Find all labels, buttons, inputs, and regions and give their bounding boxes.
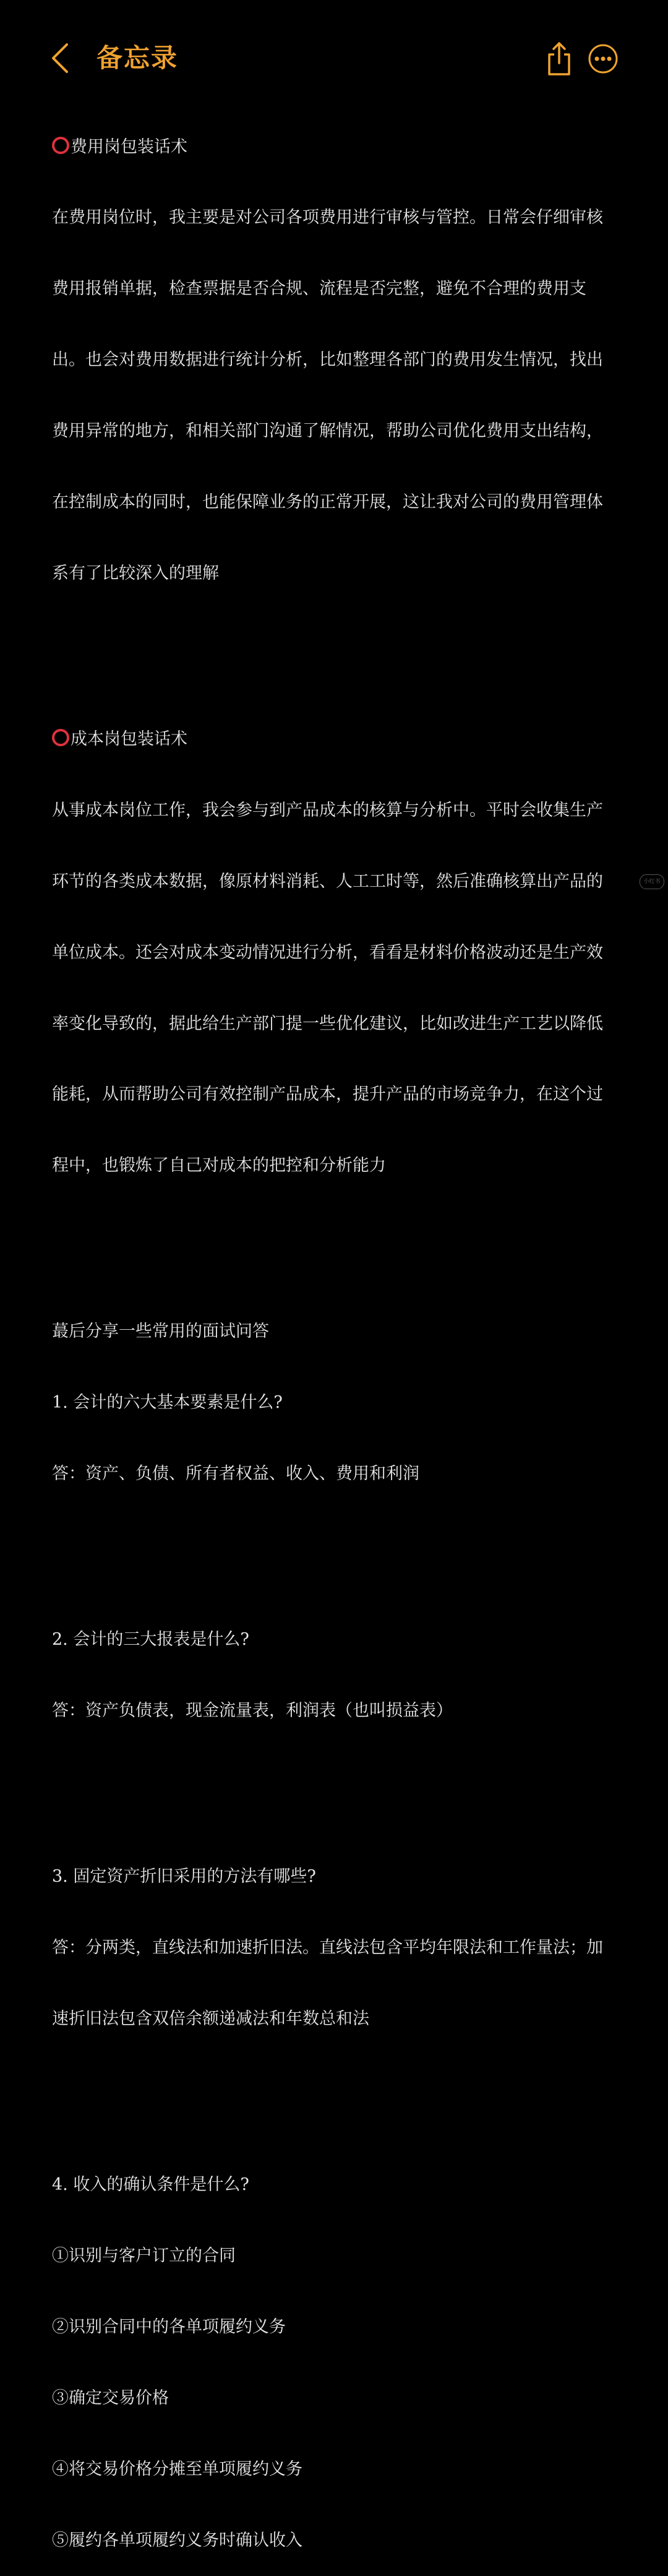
question-1: 1. 会计的六大基本要素是什么?	[52, 1393, 283, 1413]
paragraph-line: 环节的各类成本数据，像原材料消耗、人工工时等，然后准确核算出产品的	[52, 871, 603, 891]
watermark-badge: 小红书	[640, 874, 664, 889]
answer-3-line: 答：分两类，直线法和加速折旧法。直线法包含平均年限法和工作量法；加	[52, 1938, 603, 1958]
answer-4-item: ⑤履约各单项履约义务时确认收入	[52, 2530, 302, 2550]
question-3: 3. 固定资产折旧采用的方法有哪些?	[52, 1867, 316, 1887]
note-body[interactable]	[52, 88, 621, 2576]
more-icon[interactable]	[588, 43, 619, 74]
section-heading-expense	[52, 136, 621, 159]
page-title: 备忘录	[96, 43, 179, 73]
paragraph-line: 单位成本。还会对成本变动情况进行分析，看看是材料价格波动还是生产效	[52, 942, 603, 962]
paragraph-line: 系有了比较深入的理解	[52, 563, 219, 583]
paragraph-line: 在控制成本的同时，也能保障业务的正常开展，这让我对公司的费用管理体	[52, 493, 603, 512]
red-circle-icon	[52, 137, 69, 154]
share-icon[interactable]	[546, 41, 573, 77]
answer-3-line: 速折旧法包含双倍余额递减法和年数总和法	[52, 2009, 369, 2029]
navigation-bar	[0, 0, 668, 87]
paragraph-line: 费用报销单据，检查票据是否合规、流程是否完整，避免不合理的费用支	[52, 279, 586, 299]
answer-2: 答：资产负债表，现金流量表，利润表（也叫损益表）	[52, 1701, 453, 1721]
red-circle-icon	[52, 729, 69, 746]
section-heading-text: 成本岗包装话术	[71, 730, 187, 749]
answer-4-item: ④将交易价格分摊至单项履约义务	[52, 2459, 302, 2479]
blank-line	[52, 1770, 621, 1794]
answer-4-item: ②识别合同中的各单项履约义务	[52, 2317, 286, 2337]
paragraph-line: 从事成本岗位工作，我会参与到产品成本的核算与分析中。平时会收集生产	[52, 800, 603, 820]
paragraph-line: 出。也会对费用数据进行统计分析，比如整理各部门的费用发生情况，找出	[52, 350, 603, 370]
qa-intro: 蕞后分享一些常用的面试问答	[52, 1322, 269, 1342]
blank-line	[52, 1225, 621, 1249]
paragraph-line: 率变化导致的，据此给生产部门提一些优化建议，比如改进生产工艺以降低	[52, 1014, 603, 1033]
paragraph-line: 费用异常的地方，和相关部门沟通了解情况，帮助公司优化费用支出结构，	[52, 421, 603, 441]
answer-1: 答：资产、负债、所有者权益、收入、费用和利润	[52, 1464, 419, 1484]
section-heading-cost	[52, 728, 621, 751]
answer-4-item: ③确定交易价格	[52, 2388, 169, 2408]
blank-line	[52, 2078, 621, 2102]
paragraph-line: 能耗，从而帮助公司有效控制产品成本，提升产品的市场竞争力，在这个过	[52, 1085, 603, 1105]
paragraph-line: 程中，也锻炼了自己对成本的把控和分析能力	[52, 1156, 386, 1176]
blank-line	[52, 1533, 621, 1557]
question-4: 4. 收入的确认条件是什么?	[52, 2175, 249, 2195]
answer-4-item: ①识别与客户订立的合同	[52, 2246, 236, 2266]
question-2: 2. 会计的三大报表是什么?	[52, 1630, 249, 1650]
section-heading-text: 费用岗包装话术	[71, 137, 187, 157]
paragraph-line: 在费用岗位时，我主要是对公司各项费用进行审核与管控。日常会仔细审核	[52, 208, 603, 228]
chevron-left-icon[interactable]	[48, 41, 73, 75]
blank-line	[52, 633, 621, 657]
